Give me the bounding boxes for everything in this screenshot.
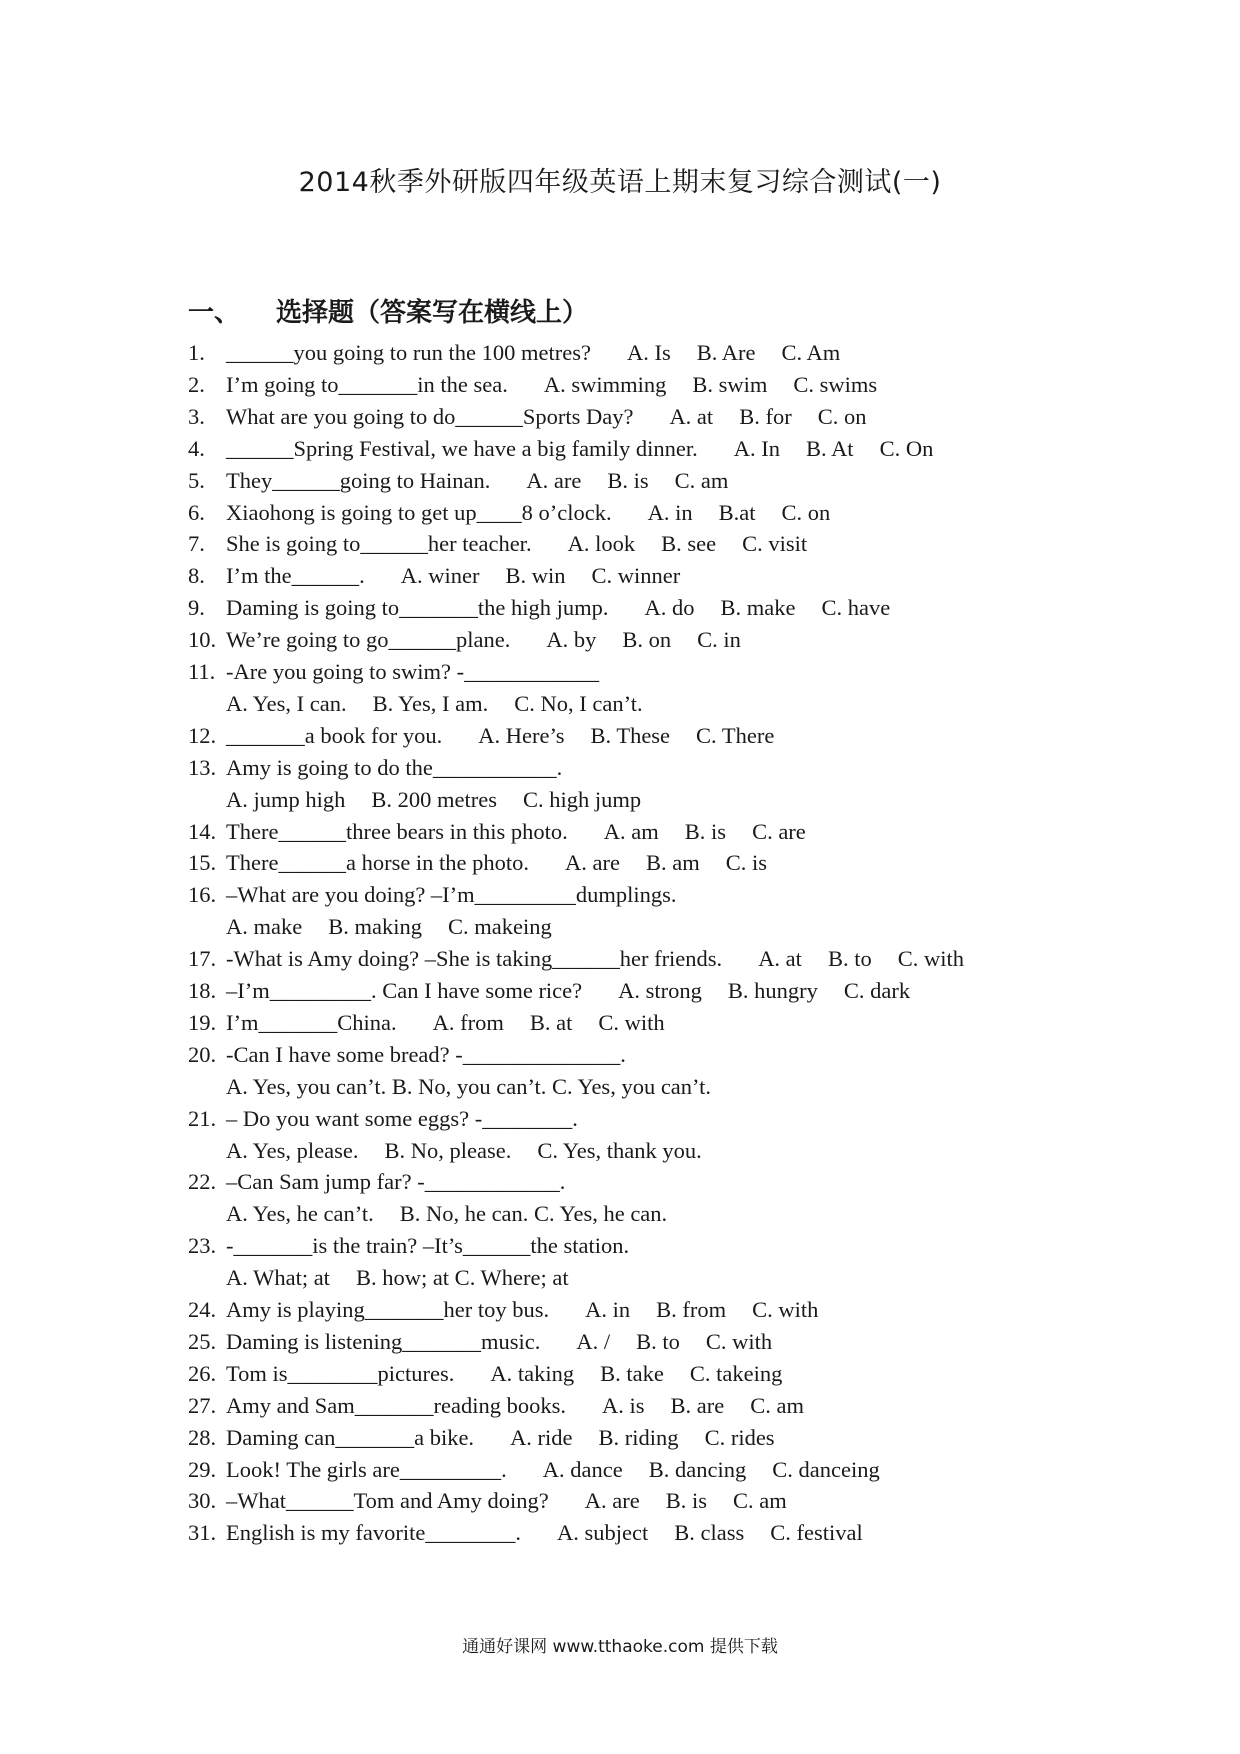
question-text: They______going to Hainan. [226,467,491,493]
answer-option: B. see [661,531,717,557]
answer-option: C. with [598,1009,665,1035]
answer-option: C. On [879,435,934,461]
answer-option: C. with [897,946,964,972]
answer-option: A. dance [542,1456,623,1482]
question-number: 1. [188,340,205,365]
question-number: 9. [188,595,205,621]
answer-option: C. There [696,722,775,748]
question-number: 5. [188,467,205,493]
question-line [188,1358,782,1390]
answer-option: C. am [733,1488,787,1514]
answer-option: A. are [565,850,621,876]
question-text: Xiaohong is going to get up____8 o’clock. [226,499,612,525]
answer-option: A. are [584,1488,640,1514]
answer-option: B. class [674,1520,745,1546]
answer-option: C. on [817,403,867,429]
answer-option: A. do [644,595,695,621]
question-text: Amy is playing_______her toy bus. [226,1297,550,1322]
question-line [188,1294,818,1326]
question-text: Daming can_______a bike. [226,1424,475,1450]
answer-option: A. look [567,531,636,557]
answer-option: A. is [601,1392,645,1418]
question-text: -What is Amy doing? –She is taking______her friends. [226,946,723,972]
answer-option: A. at [669,403,714,429]
question-text: Look! The girls are_________. [226,1456,507,1482]
answer-option: B. is [665,1488,707,1514]
question-text: English is my favorite________. [226,1520,521,1546]
answer-option: B. At [806,435,854,461]
answer-option: A. from [432,1009,504,1035]
answer-option: C. winner [591,563,681,589]
question-number: 10. [188,627,217,653]
question-number: 14. [188,818,217,844]
answer-option: C. in [697,627,741,653]
question-number: 21. [188,1105,217,1131]
question-number: 25. [188,1328,217,1354]
answer-option: C. rides [704,1424,775,1450]
answer-option: C. dark [843,978,911,1003]
answer-option: C. swims [793,371,878,397]
answer-option: A. ride [510,1424,573,1450]
question-options-line [226,1198,667,1230]
question-text: -_______is the train? –It’s______the station. [226,1233,630,1259]
question-line [188,560,680,592]
answer-option: C. makeing [447,914,552,940]
question-line [188,337,840,369]
question-number: 29. [188,1456,217,1482]
question-text: –I’m_________. Can I have some rice? [226,978,583,1003]
question-text: Daming is listening_______music. [226,1328,541,1354]
answer-option: B. Yes, I am. [372,690,489,716]
question-line [188,943,964,975]
question-line [188,1039,626,1071]
question-line [188,720,774,752]
section-title: 选择题（答案写在横线上） [276,298,589,328]
answer-option: A. Is [626,340,671,365]
question-number: 12. [188,722,217,748]
question-line [188,1454,880,1486]
question-line [188,816,806,848]
answer-option: B. how; at C. Where; at [355,1265,569,1291]
answer-option: B. is [607,467,649,493]
answer-option: A. Yes, you can’t. B. No, you can’t. C. Yes, you can’t. [226,1073,712,1099]
answer-option: A. strong [618,978,702,1003]
answer-option: B. win [505,563,566,589]
page-title: 2014秋季外研版四年级英语上期末复习综合测试(一) [298,167,942,198]
answer-option: A. subject [556,1520,649,1546]
answer-option: A. winer [400,563,480,589]
section-number: 一、 [188,298,241,328]
question-text: We’re going to go______plane. [226,627,511,653]
answer-option: C. festival [770,1520,863,1546]
question-text: Tom is________pictures. [226,1360,455,1386]
answer-option: C. are [752,818,806,844]
answer-option: B. on [622,627,672,653]
answer-option: A. by [546,627,597,653]
question-number: 24. [188,1297,217,1322]
answer-option: B.at [718,499,756,525]
question-line [188,1326,772,1358]
question-number: 8. [188,563,205,589]
question-text: Amy is going to do the___________. [226,754,563,780]
question-options-line [226,688,643,720]
question-line [188,1390,804,1422]
answer-option: A. Here’s [478,722,565,748]
question-text: –What are you doing? –I’m_________dumplings. [226,882,677,908]
footer-credit: 通通好课网 www.tthaoke.com 提供下载 [462,1637,778,1657]
question-number: 4. [188,435,205,461]
question-number: 6. [188,499,205,525]
question-text: -Can I have some bread? -______________. [226,1041,626,1067]
answer-option: A. jump high [226,786,346,812]
question-number: 3. [188,403,205,429]
answer-option: A. in [647,499,693,525]
answer-option: A. taking [490,1360,575,1386]
answer-option: A. swimming [543,371,667,397]
question-number: 23. [188,1233,217,1259]
answer-option: A. Yes, he can’t. [226,1201,374,1227]
question-number: 20. [188,1041,217,1067]
answer-option: C. Am [781,340,841,365]
question-line [188,369,877,401]
question-text: – Do you want some eggs? -________. [226,1105,578,1131]
answer-option: B. making [328,914,422,940]
question-text: There______three bears in this photo. [226,818,568,844]
answer-option: A. Yes, please. [226,1137,359,1163]
question-text: -Are you going to swim? -____________ [226,659,600,684]
answer-option: B. from [656,1297,727,1322]
answer-option: B. for [739,403,792,429]
question-number: 13. [188,754,217,780]
answer-option: B. dancing [648,1456,747,1482]
answer-option: C. on [781,499,831,525]
question-options-line [226,1262,569,1294]
question-text: Amy and Sam_______reading books. [226,1392,566,1418]
answer-option: B. 200 metres [371,786,497,812]
question-text: ______you going to run the 100 metres? [226,340,591,365]
answer-option: B. Are [696,340,756,365]
answer-option: B. are [670,1392,725,1418]
question-text: I’m the______. [226,563,365,589]
answer-option: A. / [576,1328,611,1354]
answer-option: B. swim [692,371,768,397]
answer-option: A. In [733,435,781,461]
answer-option: A. are [526,467,582,493]
answer-option: C. visit [742,531,808,557]
question-text: _______a book for you. [226,722,443,748]
question-line [188,528,807,560]
answer-option: C. with [705,1328,773,1354]
answer-option: B. These [590,722,671,748]
question-line [188,592,890,624]
question-number: 7. [188,531,205,557]
question-number: 17. [188,946,217,972]
question-line [188,1007,665,1039]
answer-option: C. high jump [523,786,642,812]
answer-option: B. hungry [727,978,818,1003]
question-line [188,1103,578,1135]
question-text: Daming is going to_______the high jump. [226,595,609,621]
question-line [188,465,728,497]
question-text: What are you going to do______Sports Day? [226,403,634,429]
answer-option: C. No, I can’t. [514,690,643,716]
question-line [188,1166,565,1198]
question-text: I’m_______China. [226,1009,397,1035]
question-text: ______Spring Festival, we have a big family dinner. [226,435,698,461]
question-number: 15. [188,850,217,876]
question-number: 11. [188,659,216,684]
question-text: –What______Tom and Amy doing? [226,1488,549,1514]
answer-option: A. in [585,1297,631,1322]
answer-option: A. make [226,914,303,940]
question-text: She is going to______her teacher. [226,531,532,557]
answer-option: B. take [600,1360,664,1386]
question-line [188,1485,787,1517]
answer-option: C. takeing [689,1360,783,1386]
question-line [188,497,830,529]
answer-option: C. Yes, thank you. [537,1137,702,1163]
answer-option: B. am [646,850,700,876]
question-line [188,433,933,465]
question-options-line [226,1071,711,1103]
question-number: 30. [188,1488,217,1514]
question-number: 22. [188,1169,217,1195]
section-heading [188,292,588,329]
question-number: 19. [188,1009,217,1035]
answer-option: B. No, please. [384,1137,512,1163]
question-line [188,975,910,1007]
question-line [188,1230,629,1262]
answer-option: B. to [827,946,872,972]
answer-option: C. am [750,1392,804,1418]
question-line [188,624,741,656]
question-options-line [226,784,641,816]
answer-option: A. What; at [226,1265,330,1291]
question-line [188,656,599,688]
question-number: 31. [188,1520,217,1546]
question-number: 2. [188,371,205,397]
question-number: 28. [188,1424,217,1450]
question-line [188,752,562,784]
question-number: 18. [188,978,217,1003]
answer-option: C. with [752,1297,819,1322]
question-line [188,1422,775,1454]
question-number: 27. [188,1392,217,1418]
question-text: I’m going to_______in the sea. [226,371,508,397]
answer-option: B. No, he can. C. Yes, he can. [399,1201,668,1227]
answer-option: B. make [720,595,796,621]
answer-option: A. at [758,946,802,972]
question-number: 26. [188,1360,217,1386]
question-options-line [226,911,552,943]
question-line [188,847,767,879]
answer-option: B. at [529,1009,573,1035]
question-text: There______a horse in the photo. [226,850,530,876]
question-options-line [226,1135,702,1167]
question-number: 16. [188,882,217,908]
answer-option: A. Yes, I can. [226,690,347,716]
question-line [188,1517,863,1549]
answer-option: B. riding [598,1424,679,1450]
answer-option: C. am [674,467,729,493]
question-text: –Can Sam jump far? -____________. [226,1169,566,1195]
answer-option: A. am [603,818,659,844]
question-line [188,401,866,433]
answer-option: B. to [636,1328,680,1354]
answer-option: C. have [821,595,891,621]
question-line [188,879,677,911]
answer-option: C. is [725,850,768,876]
answer-option: B. is [684,818,727,844]
answer-option: C. danceing [772,1456,880,1482]
